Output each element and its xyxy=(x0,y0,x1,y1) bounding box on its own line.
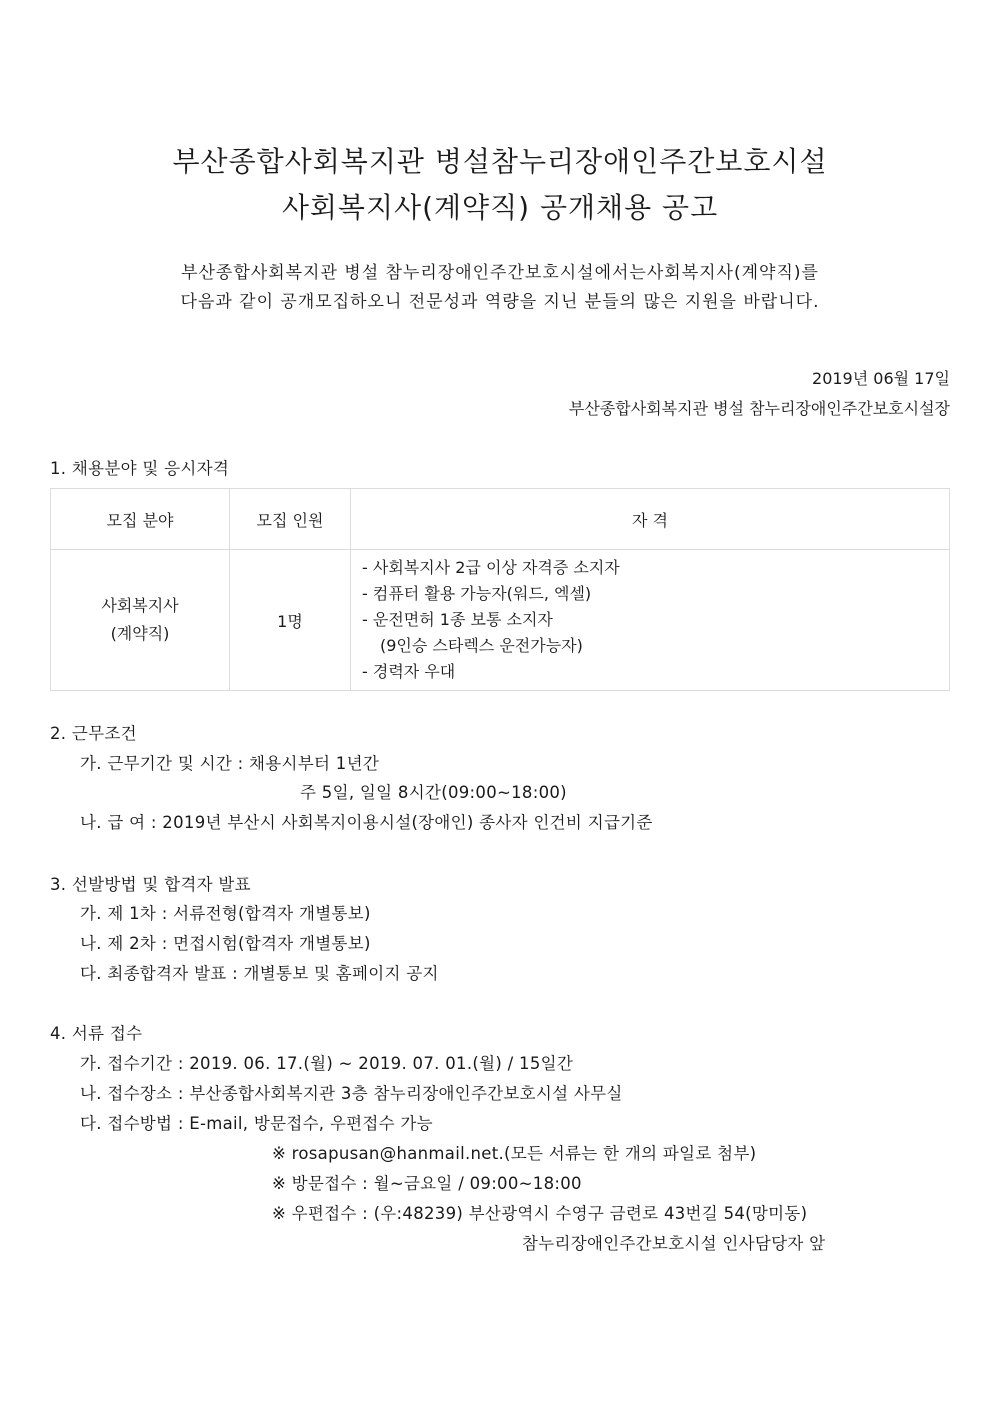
header-count: 모집 인원 xyxy=(230,489,351,550)
mail-recipient: 참누리장애인주간보호시설 인사담당자 앞 xyxy=(522,1234,826,1253)
section4-item-c: 다. 접수방법 : E-mail, 방문접수, 우편접수 가능 xyxy=(80,1114,433,1133)
issuer-name: 부산종합사회복지관 병설 참누리장애인주간보호시설장 xyxy=(568,399,950,418)
count-cell: 1명 xyxy=(230,550,351,691)
section2-heading: 2. 근무조건 xyxy=(50,724,137,743)
qualification-item: - 사회복지사 2급 이상 자격증 소지자 xyxy=(362,558,620,577)
header-field: 모집 분야 xyxy=(51,489,230,550)
field-line-2: (계약직) xyxy=(110,624,170,643)
qualification-item: - 경력자 우대 xyxy=(362,662,456,681)
section3-item-c: 다. 최종합격자 발표 : 개별통보 및 홈페이지 공지 xyxy=(80,964,439,983)
qualification-item: (9인승 스타렉스 운전가능자) xyxy=(380,636,583,655)
email-note: ※ rosapusan@hanmail.net.(모든 서류는 한 개의 파일로 첨부) xyxy=(272,1144,757,1163)
section3-heading: 3. 선발방법 및 합격자 발표 xyxy=(50,875,251,894)
mail-note: ※ 우편접수 : (우:48239) 부산광역시 수영구 금련로 43번길 54(망미동) xyxy=(272,1204,808,1223)
field-cell xyxy=(51,550,230,691)
section2-item-a: 가. 근무기간 및 시간 : 채용시부터 1년간 xyxy=(80,754,380,773)
title-line-1: 부산종합사회복지관 병설참누리장애인주간보호시설 xyxy=(172,145,828,178)
section4-heading: 4. 서류 접수 xyxy=(50,1024,143,1043)
section2-item-a-hours: 주 5일, 일일 8시간(09:00~18:00) xyxy=(300,783,567,802)
qualification-list xyxy=(352,555,948,685)
visit-note: ※ 방문접수 : 월~금요일 / 09:00~18:00 xyxy=(272,1174,582,1193)
section1-heading: 1. 채용분야 및 응시자격 xyxy=(50,459,230,478)
section4-item-b: 나. 접수장소 : 부산종합사회복지관 3층 참누리장애인주간보호시설 사무실 xyxy=(80,1084,623,1103)
intro-line-2: 다음과 같이 공개모집하오니 전문성과 역량을 지닌 분들의 많은 지원을 바랍니다. xyxy=(180,292,820,312)
qualification-cell xyxy=(351,550,950,691)
title-line-2: 사회복지사(계약직) 공개채용 공고 xyxy=(281,191,719,224)
header-qualification: 자 격 xyxy=(351,489,950,550)
requirements-table xyxy=(50,488,950,691)
field-line-1: 사회복지사 xyxy=(101,596,179,615)
section3-item-b: 나. 제 2차 : 면접시험(합격자 개별통보) xyxy=(80,934,371,953)
intro-line-1: 부산종합사회복지관 병설 참누리장애인주간보호시설에서는사회복지사(계약직)를 xyxy=(181,263,819,283)
section3-item-a: 가. 제 1차 : 서류전형(합격자 개별통보) xyxy=(80,904,371,923)
section4-item-a: 가. 접수기간 : 2019. 06. 17.(월) ~ 2019. 07. 01.(월) / 15일간 xyxy=(80,1054,574,1073)
qualification-item: - 운전면허 1종 보통 소지자 xyxy=(362,610,553,629)
qualification-item: - 컴퓨터 활용 가능자(워드, 엑셀) xyxy=(362,584,592,603)
table-header-row xyxy=(51,489,950,550)
table-row xyxy=(51,550,950,691)
section2-item-b: 나. 급 여 : 2019년 부산시 사회복지이용시설(장애인) 종사자 인건비 지급기준 xyxy=(80,813,653,832)
notice-date: 2019년 06월 17일 xyxy=(812,369,950,388)
